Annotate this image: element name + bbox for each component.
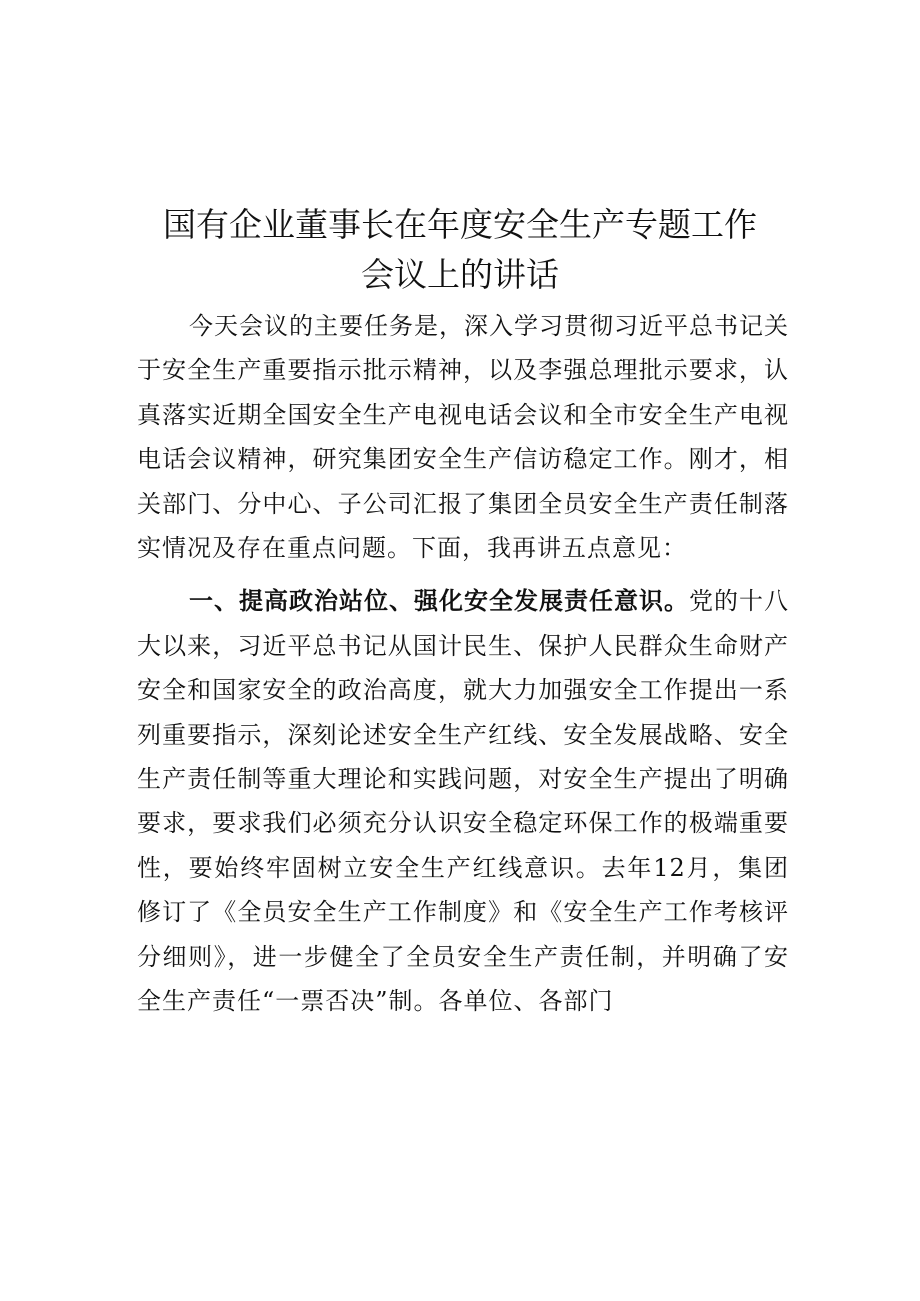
title-line-2: 会议上的讲话 xyxy=(361,255,559,294)
document-title xyxy=(100,200,820,300)
section-1-heading: 一、提高政治站位、强化安全发展责任意识。 xyxy=(189,587,689,616)
document-body xyxy=(137,304,789,1024)
paragraph-intro: 今天会议的主要任务是，深入学习贯彻习近平总书记关于安全生产重要指示批示精神，以及李强总理批示要求，认真落实近期全国安全生产电视电话会议和全市安全生产电视电话会议精神，研究集团安全生产信访稳定工作。刚才，相关部门、分中心、子公司汇报了集团全员安全生产责任制落实情况及存在重点问题。下面，我再讲五点意见： xyxy=(137,312,789,563)
paragraph-section-1 xyxy=(137,579,789,1023)
section-1-body: 党的十八大以来，习近平总书记从国计民生、保护人民群众生命财产安全和国家安全的政治高度，就大力加强安全工作提出一系列重要指示，深刻论述安全生产红线、安全发展战略、安全生产责任制等重大理论和实践问题，对安全生产提出了明确要求，要求我们必须充分认识安全稳定环保工作的极端重要性，要始终牢固树立安全生产红线意识。去年12月，集团修订了《全员安全生产工作制度》和《安全生产工作考核评分细则》，进一步健全了全员安全生产责任制，并明确了安全生产责任“一票否决”制。各单位、各部门 xyxy=(137,587,789,1016)
title-line-1: 国有企业董事长在年度安全生产专题工作 xyxy=(163,205,757,244)
